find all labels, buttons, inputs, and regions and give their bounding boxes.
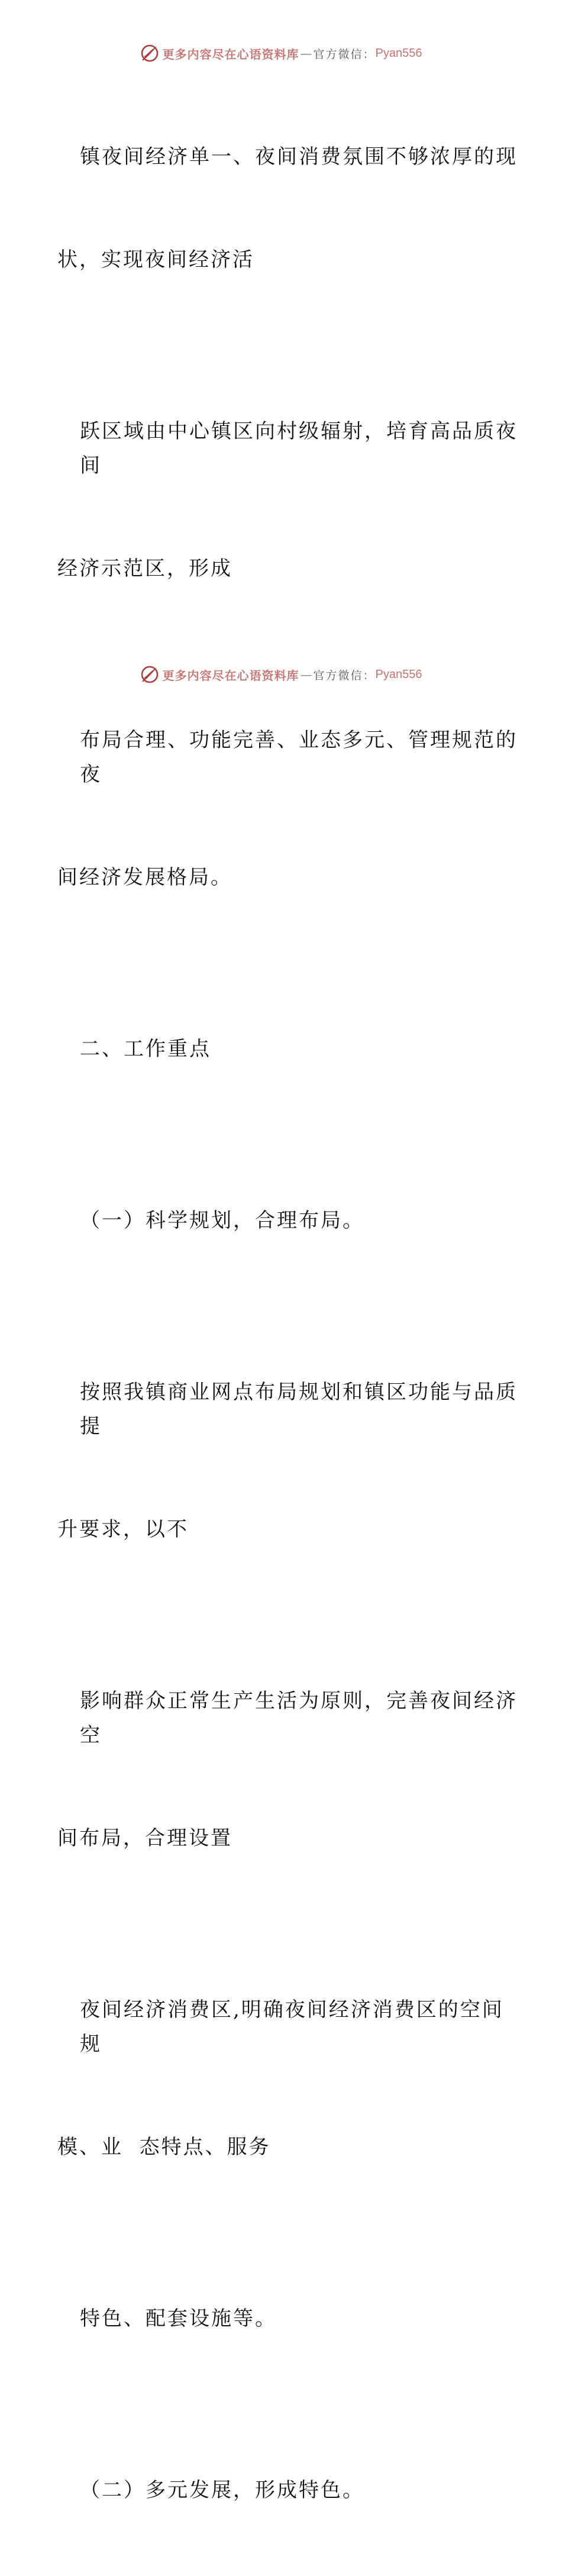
quill-logo-icon [140, 665, 159, 684]
paragraph [57, 2233, 519, 2404]
header-wechat-id: Pyan556 [375, 46, 422, 60]
paragraph-line: 间布局，合理设置 [57, 1826, 232, 1850]
paragraph-line: 模、业 态特点、服务 [57, 2135, 271, 2159]
paragraph-line: 影响群众正常生产生活为原则，完善夜间经济空 [80, 1689, 518, 1747]
paragraph [57, 71, 519, 346]
footer-wechat-id: Pyan556 [375, 667, 422, 681]
header-wechat-label: 官方微信： [313, 47, 376, 61]
paragraph-line: 经济示范区，形成 [57, 557, 232, 580]
paragraph [57, 1924, 519, 2233]
footer-wechat-label: 官方微信： [313, 669, 376, 682]
footer-dash: — [300, 667, 312, 682]
paragraph-line: 特色、配套设施等。 [80, 2307, 277, 2330]
paragraph-line: 间经济发展格局。 [57, 866, 232, 889]
footer-brand-text: 更多内容尽在心语资料库 [162, 668, 299, 683]
quill-logo-icon [140, 44, 159, 63]
header-banner [0, 41, 562, 65]
paragraph-line: 镇夜间经济单一、夜间消费氛围不够浓厚的现 [80, 145, 518, 169]
heading-text: （二）多元发展，形成特色。 [80, 2478, 364, 2502]
paragraph-line: 夜间经济消费区,明确夜间经济消费区的空间规 [80, 1998, 504, 2056]
section-heading [57, 963, 519, 1135]
paragraph [57, 346, 519, 654]
footer-banner [0, 663, 562, 686]
paragraph-line: 升要求，以不 [57, 1518, 189, 1541]
header-brand-text: 更多内容尽在心语资料库 [162, 47, 299, 62]
header-dash: — [300, 46, 312, 60]
paragraph-line: 按照我镇商业网点布局规划和镇区功能与品质提 [80, 1380, 518, 1438]
document-body [57, 71, 519, 2576]
subsection-heading [57, 2404, 519, 2576]
paragraph-line: 状，实现夜间经济活 [57, 248, 254, 272]
paragraph [57, 1615, 519, 1924]
paragraph-line: 跃区域由中心镇区向村级辐射，培育高品质夜间 [80, 419, 518, 477]
paragraph [57, 1306, 519, 1615]
subsection-heading [57, 1135, 519, 1306]
paragraph-line: 布局合理、功能完善、业态多元、管理规范的夜 [80, 728, 518, 786]
heading-text: 二、工作重点 [80, 1037, 211, 1061]
heading-text: （一）科学规划，合理布局。 [80, 1209, 364, 1232]
paragraph [57, 654, 519, 963]
